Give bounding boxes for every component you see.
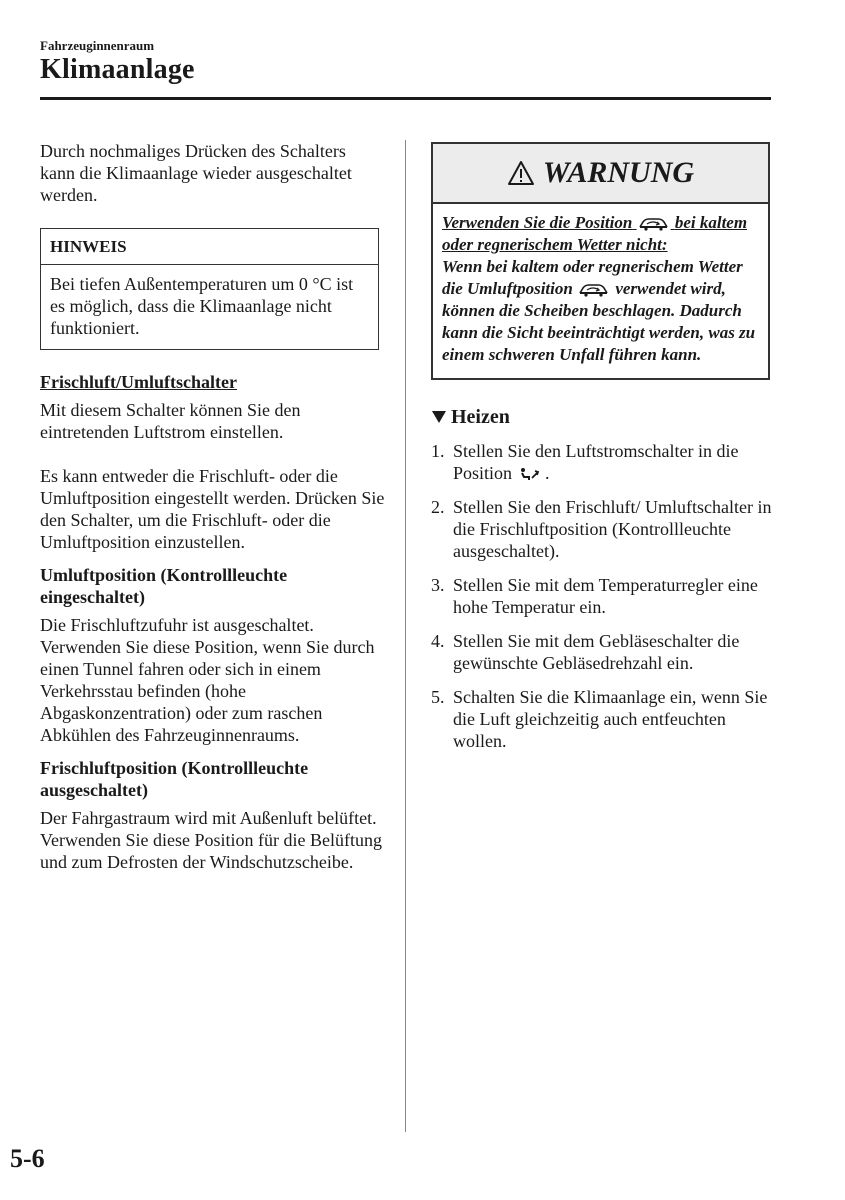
step-text: [453, 440, 772, 484]
warning-box: [431, 142, 770, 380]
list-item: [431, 440, 772, 484]
page-title: Klimaanlage: [40, 54, 195, 85]
list-item: [431, 574, 772, 618]
warning-line-1-a: Verwenden Sie die Position: [442, 213, 633, 232]
recirculation-car-icon: [577, 281, 611, 297]
warning-title: WARNUNG: [542, 156, 695, 189]
column-divider: [405, 140, 406, 1132]
airflow-feet-icon: [517, 466, 541, 482]
list-item: [431, 496, 772, 562]
warning-line-2-a: Wenn bei kaltem oder regnerischem Wetter die Umluftposition: [442, 257, 743, 298]
frischluft-umluft-heading: Frischluft/Umluftschalter: [40, 372, 237, 392]
hinweis-title: HINWEIS: [41, 229, 378, 265]
warning-header: [433, 144, 768, 204]
warning-body: [433, 204, 768, 378]
step-text: Stellen Sie mit dem Temperaturregler eine hohe Temperatur ein.: [453, 575, 758, 617]
step-number: 1.: [431, 441, 445, 461]
step-number: 5.: [431, 687, 445, 707]
warning-triangle-icon: [507, 160, 535, 186]
warning-line-2-b: verwendet wird, können die Scheiben beschlagen. Dadurch kann die Sicht beeinträchtigt werden, was zu einem schweren Unfall führen kann.: [442, 279, 756, 364]
left-column: [40, 140, 385, 873]
warning-line-1: [442, 213, 747, 254]
list-item: [431, 630, 772, 674]
page-number: 5-6: [10, 1144, 45, 1173]
intro-paragraph: Durch nochmaliges Drücken des Schalters kann die Klimaanlage wieder ausgeschaltet werden.: [40, 141, 352, 205]
frischluft-paragraph-1: Mit diesem Schalter können Sie den eintretenden Luftstrom einstellen.: [40, 400, 301, 442]
step-number: 3.: [431, 575, 445, 595]
right-column: [431, 142, 772, 764]
hinweis-text: Bei tiefen Außentemperaturen um 0 °C ist es möglich, dass die Klimaanlage nicht funktioniert.: [50, 274, 354, 338]
down-triangle-icon: [431, 410, 447, 424]
warning-line-1-b: bei kaltem oder regnerischem Wetter nicht:: [442, 213, 748, 254]
step-text: Schalten Sie die Klimaanlage ein, wenn Sie die Luft gleichzeitig auch entfeuchten wollen.: [453, 687, 768, 751]
recirculation-car-icon: [637, 215, 671, 231]
frischluftposition-text: Der Fahrgastraum wird mit Außenluft belüftet. Verwenden Sie diese Position für die Belüftung und zum Defrosten der Windschutzscheibe.: [40, 808, 382, 872]
heizen-steps: [431, 440, 772, 752]
title-rule: [40, 97, 771, 100]
frischluft-paragraph-2: Es kann entweder die Frischluft- oder die Umluftposition eingestellt werden. Drücken Sie den Schalter, um die Frischluft- oder die Umluftposition einzustellen.: [40, 466, 385, 552]
step-text: Stellen Sie den Frischluft/ Umluftschalter in die Frischluftposition (Kontrollleuchte ausgeschaltet).: [453, 497, 772, 561]
warning-line-2: [442, 257, 755, 364]
list-item: [431, 686, 772, 752]
step-text: Stellen Sie mit dem Gebläseschalter die gewünschte Gebläsedrehzahl ein.: [453, 631, 740, 673]
heizen-heading: [431, 406, 772, 428]
umluft-text: Die Frischluftzufuhr ist ausgeschaltet. Verwenden Sie diese Position, wenn Sie durch einen Tunnel fahren oder sich in einem Verkehrsstau befinden (hohe Abgaskonzentration) oder zum raschen Abkühlen des Fahrzeuginnenraums.: [40, 615, 375, 745]
step-1-text-a: Stellen Sie den Luftstromschalter in die Position: [453, 441, 739, 483]
umluft-heading: Umluftposition (Kontrollleuchte eingeschaltet): [40, 565, 288, 607]
step-number: 4.: [431, 631, 445, 651]
section-label: Fahrzeuginnenraum: [40, 38, 155, 53]
step-1-text-b: .: [545, 463, 550, 483]
hinweis-box: [40, 228, 379, 350]
frischluftposition-heading: Frischluftposition (Kontrollleuchte ausgeschaltet): [40, 758, 309, 800]
heizen-title: Heizen: [451, 406, 510, 428]
step-number: 2.: [431, 497, 445, 517]
